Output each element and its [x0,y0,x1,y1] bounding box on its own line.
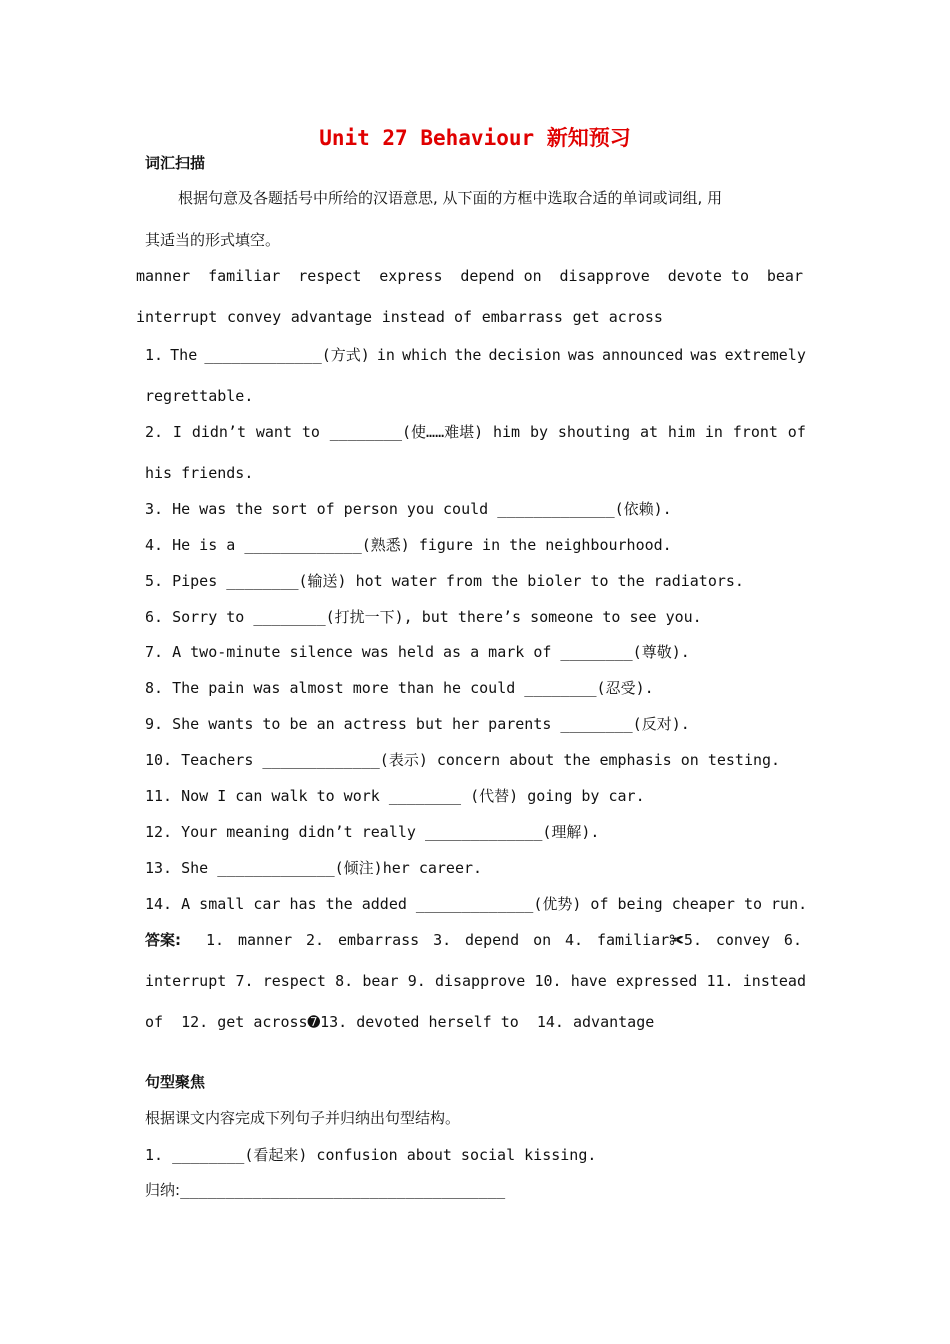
question-word: shouting [557,423,631,441]
question-1-line1 [145,345,806,365]
answer-word: 1. [206,931,225,949]
answer-line-3: of 12. get across➐13. devoted herself to 14. advantage [145,1013,655,1031]
question-word: of [787,423,806,441]
question-word: front [732,423,778,441]
question-word: decision [488,346,561,364]
question-word: _____________(方式) [204,346,370,364]
question-word: was [690,346,718,364]
question-6: 6. Sorry to ________(打扰一下), but there’s someone to see you. [145,608,702,626]
word-bank-item: respect [298,267,362,285]
pattern-instruction: 根据课文内容完成下列句子并归纳出句型结构。 [145,1109,461,1127]
question-word: in [376,346,395,364]
question-13: 13. She _____________(倾注)her career. [145,859,483,877]
question-11: 11. Now I can walk to work ________ (代替) going by car. [145,787,645,805]
word-bank-item: get across [572,308,663,326]
question-word: I [172,423,182,441]
answer-word: embarrass [337,931,420,949]
summary-label: 归纳: [145,1181,181,1199]
word-bank-item: depend on [460,267,542,285]
question-word: was [567,346,595,364]
vocab-instruction-line2: 其适当的形式填空。 [145,231,281,249]
answer-line-1 [206,930,802,950]
question-9: 9. She wants to be an actress but her parents ________(反对). [145,715,690,733]
answer-word: 8. [335,972,354,990]
answer-word: disapprove [434,972,526,990]
question-word: to [301,423,320,441]
question-4: 4. He is a _____________(熟悉) figure in the neighbourhood. [145,536,672,554]
question-word: didn’t [191,423,246,441]
word-bank-item: manner [136,267,191,285]
answer-word: 11. [706,972,734,990]
vocab-instruction-line1: 根据句意及各题括号中所给的汉语意思, 从下面的方框中选取合适的单词或词组, 用 [178,189,723,207]
word-bank-row-2 [136,307,663,327]
summary-blank: ____________________________________ [180,1181,506,1199]
answer-word: interrupt [145,972,227,990]
answer-word: 9. [407,972,426,990]
vocab-heading: 词汇扫描 [145,154,206,172]
pattern-question-1: 1. ________(看起来) confusion about social kissing. [145,1146,597,1164]
answer-word: bear [362,972,399,990]
answer-word: 6. [783,931,802,949]
question-word: ________(使……难堪) [329,423,484,441]
question-2-line2: his friends. [145,464,254,482]
word-bank-item: advantage [290,308,373,326]
answer-word: expressed [616,972,698,990]
question-3: 3. He was the sort of person you could _____________(依赖). [145,500,672,518]
question-14: 14. A small car has the added _____________(优势) of being cheaper to run. [145,895,808,913]
question-word: the [454,346,482,364]
question-word: him [493,423,521,441]
answer-word: respect [262,972,326,990]
word-bank-item: instead of [381,308,473,326]
question-word: 2. [145,423,164,441]
question-10: 10. Teachers _____________(表示) concern about the emphasis on testing. [145,751,781,769]
answer-word: depend [465,931,520,949]
question-word: him [667,423,695,441]
question-1-line2: regrettable. [145,387,254,405]
question-word: The [170,346,198,364]
question-word: announced [602,346,684,364]
word-bank-item: embarrass [481,308,563,326]
answer-word: 7. [235,972,254,990]
word-bank-item: devote to [667,267,749,285]
answer-line-2 [145,971,806,991]
word-bank-item: convey [226,308,282,326]
word-bank-item: interrupt [136,308,218,326]
question-word: 1. [145,346,164,364]
question-word: at [639,423,659,441]
question-word: want [255,423,292,441]
answer-word: instead [742,972,806,990]
answer-word: 2. [306,931,325,949]
answer-word: familiar✀5. [596,931,702,949]
answer-word: 3. [433,931,452,949]
answer-word: 10. [534,972,562,990]
question-2-line1 [145,422,806,442]
summary-line [145,1180,505,1200]
question-word: which [402,346,448,364]
answer-word: convey [715,931,771,949]
question-word: extremely [724,346,806,364]
pattern-heading: 句型聚焦 [145,1073,206,1091]
question-word: by [529,423,549,441]
word-bank-row-1 [136,266,803,286]
word-bank-item: disapprove [559,267,650,285]
answer-word: manner [237,931,293,949]
word-bank-item: familiar [208,267,281,285]
answer-word: have [570,972,607,990]
question-5: 5. Pipes ________(输送) hot water from the bioler to the radiators. [145,572,744,590]
word-bank-item: express [379,267,443,285]
question-8: 8. The pain was almost more than he could ________(忍受). [145,679,654,697]
question-12: 12. Your meaning didn’t really _____________(理解). [145,823,600,841]
answer-label: 答案: [145,931,181,949]
question-word: in [704,423,723,441]
page-title: Unit 27 Behaviour 新知预习 [319,126,631,150]
question-7: 7. A two-minute silence was held as a mark of ________(尊敬). [145,643,690,661]
answer-word: 4. [565,931,584,949]
answer-word: on [533,931,552,949]
word-bank-item: bear [766,267,803,285]
